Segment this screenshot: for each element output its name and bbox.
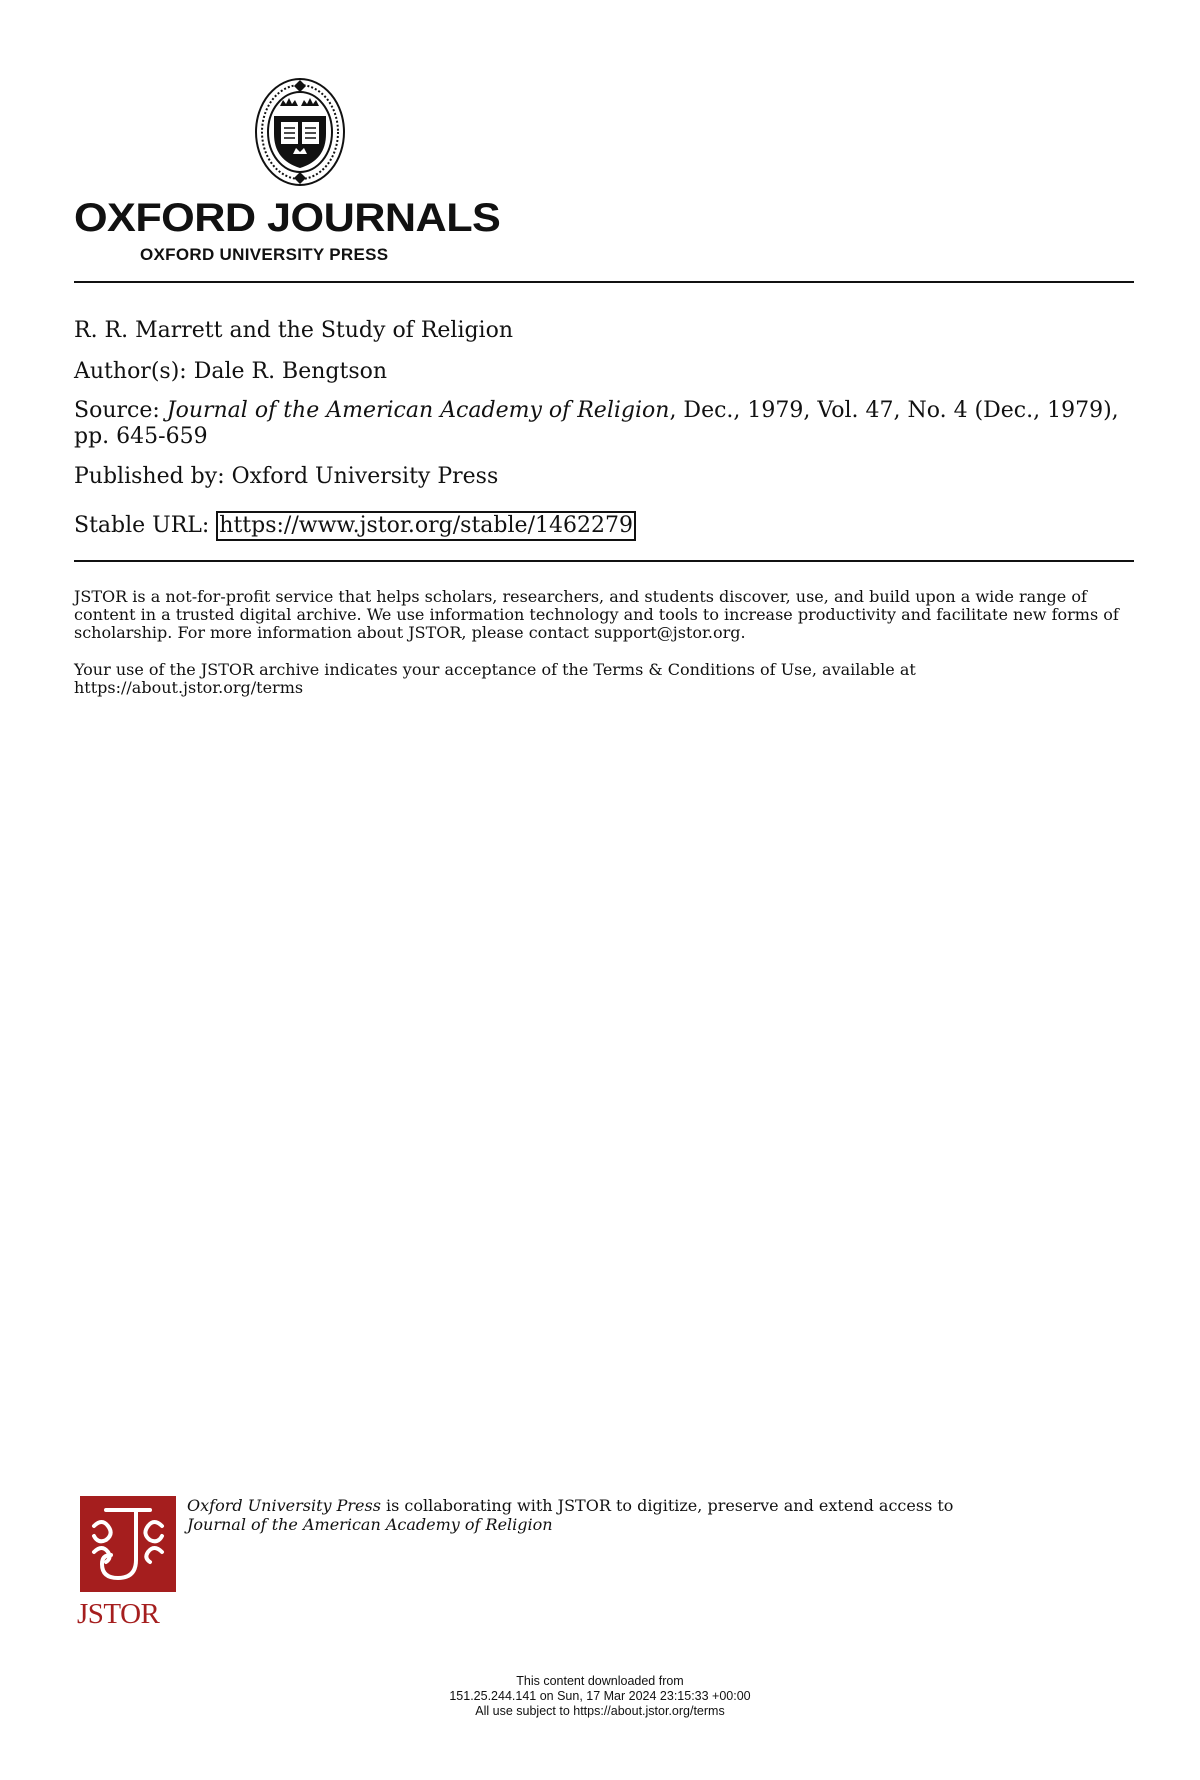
article-source (74, 398, 1134, 450)
publisher-label: Published by: (74, 464, 225, 489)
article-author (74, 359, 1134, 385)
bottom-divider (74, 560, 1134, 562)
stable-url-link[interactable]: https://www.jstor.org/stable/1462279 (216, 511, 636, 541)
source-label: Source: (74, 398, 160, 423)
collaboration-line-2 (187, 1515, 1087, 1534)
download-footer (300, 1674, 900, 1719)
oxford-journals-wordmark: OXFORD JOURNALS (74, 196, 501, 240)
oxford-university-press-wordmark: OXFORD UNIVERSITY PRESS (140, 245, 389, 264)
collaboration-publisher: Oxford University Press (187, 1496, 381, 1515)
footer-line-3: All use subject to https://about.jstor.org/terms (475, 1704, 725, 1718)
author-label: Author(s): (74, 359, 187, 384)
jstor-about-notice: JSTOR is a not-for-profit service that helps scholars, researchers, and students discover, use, and build upon a wide range of content in a trusted digital archive. We use information technology and tools to increase productivity and facilitate new forms of scholarship. For more information about JSTOR, please contact support@jstor.org. (74, 587, 1119, 642)
source-details: , Dec., 1979, Vol. 47, No. 4 (Dec., 1979), pp. 645-659 (74, 398, 1119, 449)
terms-link[interactable]: https://about.jstor.org/terms (74, 678, 304, 697)
oxford-seal-icon (252, 76, 348, 194)
jstor-wordmark: JSTOR (77, 1598, 160, 1630)
terms-notice-text: Your use of the JSTOR archive indicates your acceptance of the Terms & Conditions of Use, available at (74, 660, 916, 679)
article-title: R. R. Marrett and the Study of Religion (74, 318, 514, 343)
terms-notice (74, 661, 1136, 697)
author-name: Dale R. Bengtson (193, 359, 388, 384)
top-divider (74, 281, 1134, 283)
footer-line-2: 151.25.244.141 on Sun, 17 Mar 2024 23:15:33 +00:00 (449, 1689, 751, 1703)
article-publisher (74, 464, 1134, 490)
publisher-name: Oxford University Press (231, 464, 499, 489)
jstor-logo-icon (80, 1496, 176, 1592)
footer-line-1: This content downloaded from (516, 1674, 684, 1688)
source-journal: Journal of the American Academy of Religion (166, 398, 670, 423)
collaboration-line-1 (187, 1496, 1087, 1515)
collaboration-text: is collaborating with JSTOR to digitize, preserve and extend access to (380, 1496, 954, 1515)
collaboration-statement (187, 1496, 1087, 1534)
stable-url-row (74, 511, 1134, 541)
collaboration-journal: Journal of the American Academy of Religion (187, 1515, 553, 1534)
stable-url-label: Stable URL: (74, 513, 210, 538)
